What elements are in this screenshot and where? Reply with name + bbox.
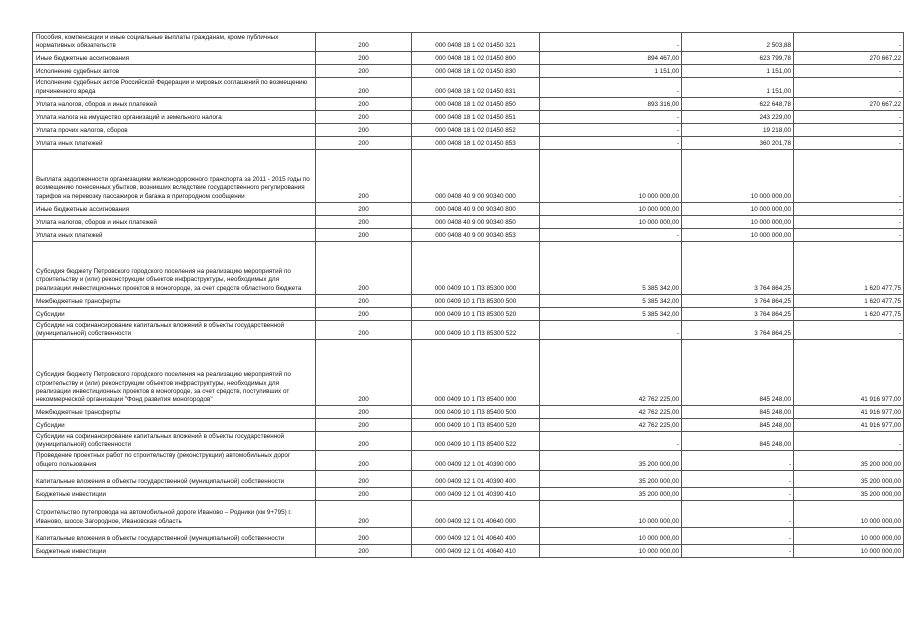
row-unexecuted-amount: 41 916 977,00 [794, 406, 904, 419]
table-row [33, 320, 904, 339]
row-name: Уплата налогов, сборов и иных платежей [33, 97, 316, 110]
row-budget-code: 000 0409 10 1 П3 85300 500 [412, 294, 540, 307]
table-row [33, 136, 904, 149]
row-line-code: 200 [316, 110, 412, 123]
row-line-code: 200 [316, 406, 412, 419]
row-budget-code: 000 0409 12 1 01 40390 400 [412, 470, 540, 487]
row-approved-amount: - [540, 123, 682, 136]
row-approved-amount: - [540, 110, 682, 123]
row-executed-amount: 10 000 000,00 [682, 228, 794, 241]
row-unexecuted-amount: - [794, 202, 904, 215]
row-unexecuted-amount: - [794, 123, 904, 136]
row-approved-amount: 10 000 000,00 [540, 215, 682, 228]
row-line-code: 200 [316, 241, 412, 294]
row-approved-amount: - [540, 78, 682, 97]
row-executed-amount: 1 151,00 [682, 78, 794, 97]
row-budget-code: 000 0408 18 1 02 01450 321 [412, 33, 540, 52]
row-line-code: 200 [316, 294, 412, 307]
row-executed-amount: 1 151,00 [682, 65, 794, 78]
table-row [33, 241, 904, 294]
table-row [33, 33, 904, 52]
row-name: Уплата иных платежей [33, 228, 316, 241]
row-unexecuted-amount: - [794, 78, 904, 97]
row-line-code: 200 [316, 432, 412, 451]
row-budget-code: 000 0408 18 1 02 01450 851 [412, 110, 540, 123]
row-unexecuted-amount: 1 620 477,75 [794, 294, 904, 307]
row-unexecuted-amount: 35 200 000,00 [794, 470, 904, 487]
row-executed-amount: 3 764 864,25 [682, 320, 794, 339]
row-executed-amount: 10 000 000,00 [682, 202, 794, 215]
row-executed-amount: 10 000 000,00 [682, 215, 794, 228]
row-budget-code: 000 0409 10 1 П3 85400 522 [412, 432, 540, 451]
row-name: Пособия, компенсации и иные социальные выплаты гражданам, кроме публичных нормативных обязательств [33, 33, 316, 52]
row-budget-code: 000 0409 12 1 01 40390 410 [412, 487, 540, 500]
table-row [33, 65, 904, 78]
row-unexecuted-amount: 35 200 000,00 [794, 451, 904, 470]
row-name: Субсидии [33, 307, 316, 320]
row-approved-amount: 42 762 225,00 [540, 340, 682, 406]
row-budget-code: 000 0408 40 9 00 90340 000 [412, 149, 540, 202]
row-budget-code: 000 0409 10 1 П3 85400 520 [412, 419, 540, 432]
row-executed-amount: 3 764 864,25 [682, 241, 794, 294]
table-row [33, 97, 904, 110]
row-budget-code: 000 0409 12 1 01 40640 000 [412, 500, 540, 527]
row-approved-amount: 35 200 000,00 [540, 451, 682, 470]
table-row [33, 294, 904, 307]
row-executed-amount: 19 218,00 [682, 123, 794, 136]
row-line-code: 200 [316, 202, 412, 215]
table-row [33, 149, 904, 202]
table-row [33, 451, 904, 470]
row-approved-amount: 35 200 000,00 [540, 487, 682, 500]
row-unexecuted-amount: - [794, 149, 904, 202]
row-approved-amount: 42 762 225,00 [540, 419, 682, 432]
row-approved-amount: - [540, 432, 682, 451]
row-executed-amount: 2 503,88 [682, 33, 794, 52]
row-unexecuted-amount: - [794, 320, 904, 339]
row-executed-amount: 622 648,78 [682, 97, 794, 110]
row-budget-code: 000 0408 40 9 00 90340 850 [412, 215, 540, 228]
row-budget-code: 000 0408 18 1 02 01450 831 [412, 78, 540, 97]
row-approved-amount: 1 151,00 [540, 65, 682, 78]
row-executed-amount: - [682, 527, 794, 544]
row-unexecuted-amount: 1 620 477,75 [794, 307, 904, 320]
row-approved-amount: - [540, 228, 682, 241]
row-name: Бюджетные инвестиции [33, 544, 316, 557]
table-row [33, 406, 904, 419]
row-unexecuted-amount: 270 667,22 [794, 97, 904, 110]
row-unexecuted-amount: - [794, 432, 904, 451]
row-unexecuted-amount: - [794, 215, 904, 228]
row-executed-amount: 3 764 864,25 [682, 307, 794, 320]
row-name: Субсидии на софинансирование капитальных вложений в объекты государственной (муниципальной) собственности [33, 432, 316, 451]
row-approved-amount: 35 200 000,00 [540, 470, 682, 487]
table-row [33, 544, 904, 557]
row-name: Капитальные вложения в объекты государственной (муниципальной) собственности [33, 527, 316, 544]
row-budget-code: 000 0409 10 1 П3 85400 000 [412, 340, 540, 406]
row-approved-amount: 5 385 342,00 [540, 294, 682, 307]
row-line-code: 200 [316, 97, 412, 110]
row-executed-amount: 845 248,00 [682, 432, 794, 451]
row-name: Уплата налога на имущество организаций и земельного налога [33, 110, 316, 123]
table-row [33, 52, 904, 65]
row-approved-amount: 893 316,00 [540, 97, 682, 110]
table-row [33, 78, 904, 97]
row-line-code: 200 [316, 487, 412, 500]
row-name: Иные бюджетные ассигнования [33, 202, 316, 215]
table-row [33, 419, 904, 432]
row-executed-amount: 360 201,78 [682, 136, 794, 149]
row-name: Субсидия бюджету Петровского городского поселения на реализацию мероприятий по строительству и (или) реконструкции объектов инфраструктуры, необходимых для реализации инвестиционных проектов в моногороде, за счет средств областного бюджета [33, 241, 316, 294]
row-executed-amount: - [682, 487, 794, 500]
row-unexecuted-amount: 35 200 000,00 [794, 487, 904, 500]
table-row [33, 470, 904, 487]
row-executed-amount: 845 248,00 [682, 419, 794, 432]
table-row [33, 110, 904, 123]
table-row [33, 432, 904, 451]
row-approved-amount: 5 385 342,00 [540, 241, 682, 294]
row-executed-amount: 623 799,78 [682, 52, 794, 65]
row-line-code: 200 [316, 451, 412, 470]
row-budget-code: 000 0409 10 1 П3 85300 522 [412, 320, 540, 339]
row-unexecuted-amount: - [794, 33, 904, 52]
row-unexecuted-amount: - [794, 228, 904, 241]
row-executed-amount: 10 000 000,00 [682, 149, 794, 202]
row-name: Исполнение судебных актов [33, 65, 316, 78]
row-name: Исполнение судебных актов Российской Федерации и мировых соглашений по возмещению причиненного вреда [33, 78, 316, 97]
row-approved-amount: 5 385 342,00 [540, 307, 682, 320]
row-unexecuted-amount: - [794, 136, 904, 149]
table-body [33, 33, 904, 558]
row-name: Капитальные вложения в объекты государственной (муниципальной) собственности [33, 470, 316, 487]
row-executed-amount: - [682, 500, 794, 527]
row-executed-amount: 243 229,00 [682, 110, 794, 123]
table-row [33, 228, 904, 241]
row-line-code: 200 [316, 149, 412, 202]
row-approved-amount: 10 000 000,00 [540, 149, 682, 202]
row-line-code: 200 [316, 78, 412, 97]
row-executed-amount: - [682, 544, 794, 557]
row-budget-code: 000 0408 40 9 00 90340 853 [412, 228, 540, 241]
row-budget-code: 000 0408 18 1 02 01450 850 [412, 97, 540, 110]
row-line-code: 200 [316, 307, 412, 320]
row-budget-code: 000 0408 18 1 02 01450 853 [412, 136, 540, 149]
row-line-code: 200 [316, 500, 412, 527]
row-unexecuted-amount: 10 000 000,00 [794, 527, 904, 544]
row-line-code: 200 [316, 527, 412, 544]
row-budget-code: 000 0409 12 1 01 40390 000 [412, 451, 540, 470]
row-budget-code: 000 0408 18 1 02 01450 852 [412, 123, 540, 136]
row-unexecuted-amount: - [794, 65, 904, 78]
row-name: Проведение проектных работ по строительству (реконструкции) автомобильных дорог общего пользования [33, 451, 316, 470]
table-row [33, 123, 904, 136]
row-executed-amount: 845 248,00 [682, 340, 794, 406]
row-name: Межбюджетные трансферты [33, 406, 316, 419]
row-unexecuted-amount: 10 000 000,00 [794, 544, 904, 557]
row-line-code: 200 [316, 123, 412, 136]
row-budget-code: 000 0408 40 9 00 90340 800 [412, 202, 540, 215]
row-name: Уплата налогов, сборов и иных платежей [33, 215, 316, 228]
row-unexecuted-amount: - [794, 110, 904, 123]
row-executed-amount: - [682, 451, 794, 470]
row-approved-amount: 10 000 000,00 [540, 202, 682, 215]
budget-execution-table [32, 32, 904, 558]
row-unexecuted-amount: 10 000 000,00 [794, 500, 904, 527]
table-row [33, 307, 904, 320]
table-row [33, 340, 904, 406]
row-name: Выплата задолженности организациям железнодорожного транспорта за 2011 - 2015 годы по возмещению понесенных убытков, возникших вследствие государственного регулирования тарифов на перевозку пассажиров и багажа в пригородном сообщении [33, 149, 316, 202]
row-name: Уплата прочих налогов, сборов [33, 123, 316, 136]
row-approved-amount: 10 000 000,00 [540, 500, 682, 527]
row-budget-code: 000 0409 12 1 01 40640 400 [412, 527, 540, 544]
row-budget-code: 000 0408 18 1 02 01450 830 [412, 65, 540, 78]
row-executed-amount: 3 764 864,25 [682, 294, 794, 307]
row-name: Субсидия бюджету Петровского городского поселения на реализацию мероприятий по строительству и (или) реконструкции объектов инфраструктуры, необходимых для реализации инвестиционных проектов в моногороде, за счет средств, поступивших от некоммерческой организации "Фонд развития моногородов" [33, 340, 316, 406]
row-budget-code: 000 0408 18 1 02 01450 800 [412, 52, 540, 65]
row-approved-amount: - [540, 136, 682, 149]
row-name: Субсидии на софинансирование капитальных вложений в объекты государственной (муниципальной) собственности [33, 320, 316, 339]
row-name: Бюджетные инвестиции [33, 487, 316, 500]
row-budget-code: 000 0409 12 1 01 40640 410 [412, 544, 540, 557]
row-name: Уплата иных платежей [33, 136, 316, 149]
row-line-code: 200 [316, 52, 412, 65]
row-approved-amount: 42 762 225,00 [540, 406, 682, 419]
row-approved-amount: - [540, 320, 682, 339]
table-row [33, 527, 904, 544]
row-line-code: 200 [316, 340, 412, 406]
table-row [33, 215, 904, 228]
row-unexecuted-amount: 41 916 977,00 [794, 340, 904, 406]
row-executed-amount: 845 248,00 [682, 406, 794, 419]
row-line-code: 200 [316, 320, 412, 339]
row-line-code: 200 [316, 470, 412, 487]
row-line-code: 200 [316, 228, 412, 241]
row-line-code: 200 [316, 419, 412, 432]
row-line-code: 200 [316, 215, 412, 228]
row-unexecuted-amount: 41 916 977,00 [794, 419, 904, 432]
row-budget-code: 000 0409 10 1 П3 85300 000 [412, 241, 540, 294]
row-line-code: 200 [316, 65, 412, 78]
row-unexecuted-amount: 1 620 477,75 [794, 241, 904, 294]
row-line-code: 200 [316, 544, 412, 557]
row-budget-code: 000 0409 10 1 П3 85400 500 [412, 406, 540, 419]
row-approved-amount: 894 467,00 [540, 52, 682, 65]
row-line-code: 200 [316, 33, 412, 52]
table-row [33, 487, 904, 500]
row-line-code: 200 [316, 136, 412, 149]
row-unexecuted-amount: 270 667,22 [794, 52, 904, 65]
row-approved-amount: - [540, 33, 682, 52]
row-approved-amount: 10 000 000,00 [540, 544, 682, 557]
row-executed-amount: - [682, 470, 794, 487]
row-name: Субсидии [33, 419, 316, 432]
row-name: Строительство путепровода на автомобильной дороге Иваново – Родники (км 9+795) г. Иваново, шоссе Загородное, Ивановская область [33, 500, 316, 527]
row-name: Межбюджетные трансферты [33, 294, 316, 307]
row-name: Иные бюджетные ассигнования [33, 52, 316, 65]
row-approved-amount: 10 000 000,00 [540, 527, 682, 544]
table-row [33, 202, 904, 215]
table-row [33, 500, 904, 527]
row-budget-code: 000 0409 10 1 П3 85300 520 [412, 307, 540, 320]
